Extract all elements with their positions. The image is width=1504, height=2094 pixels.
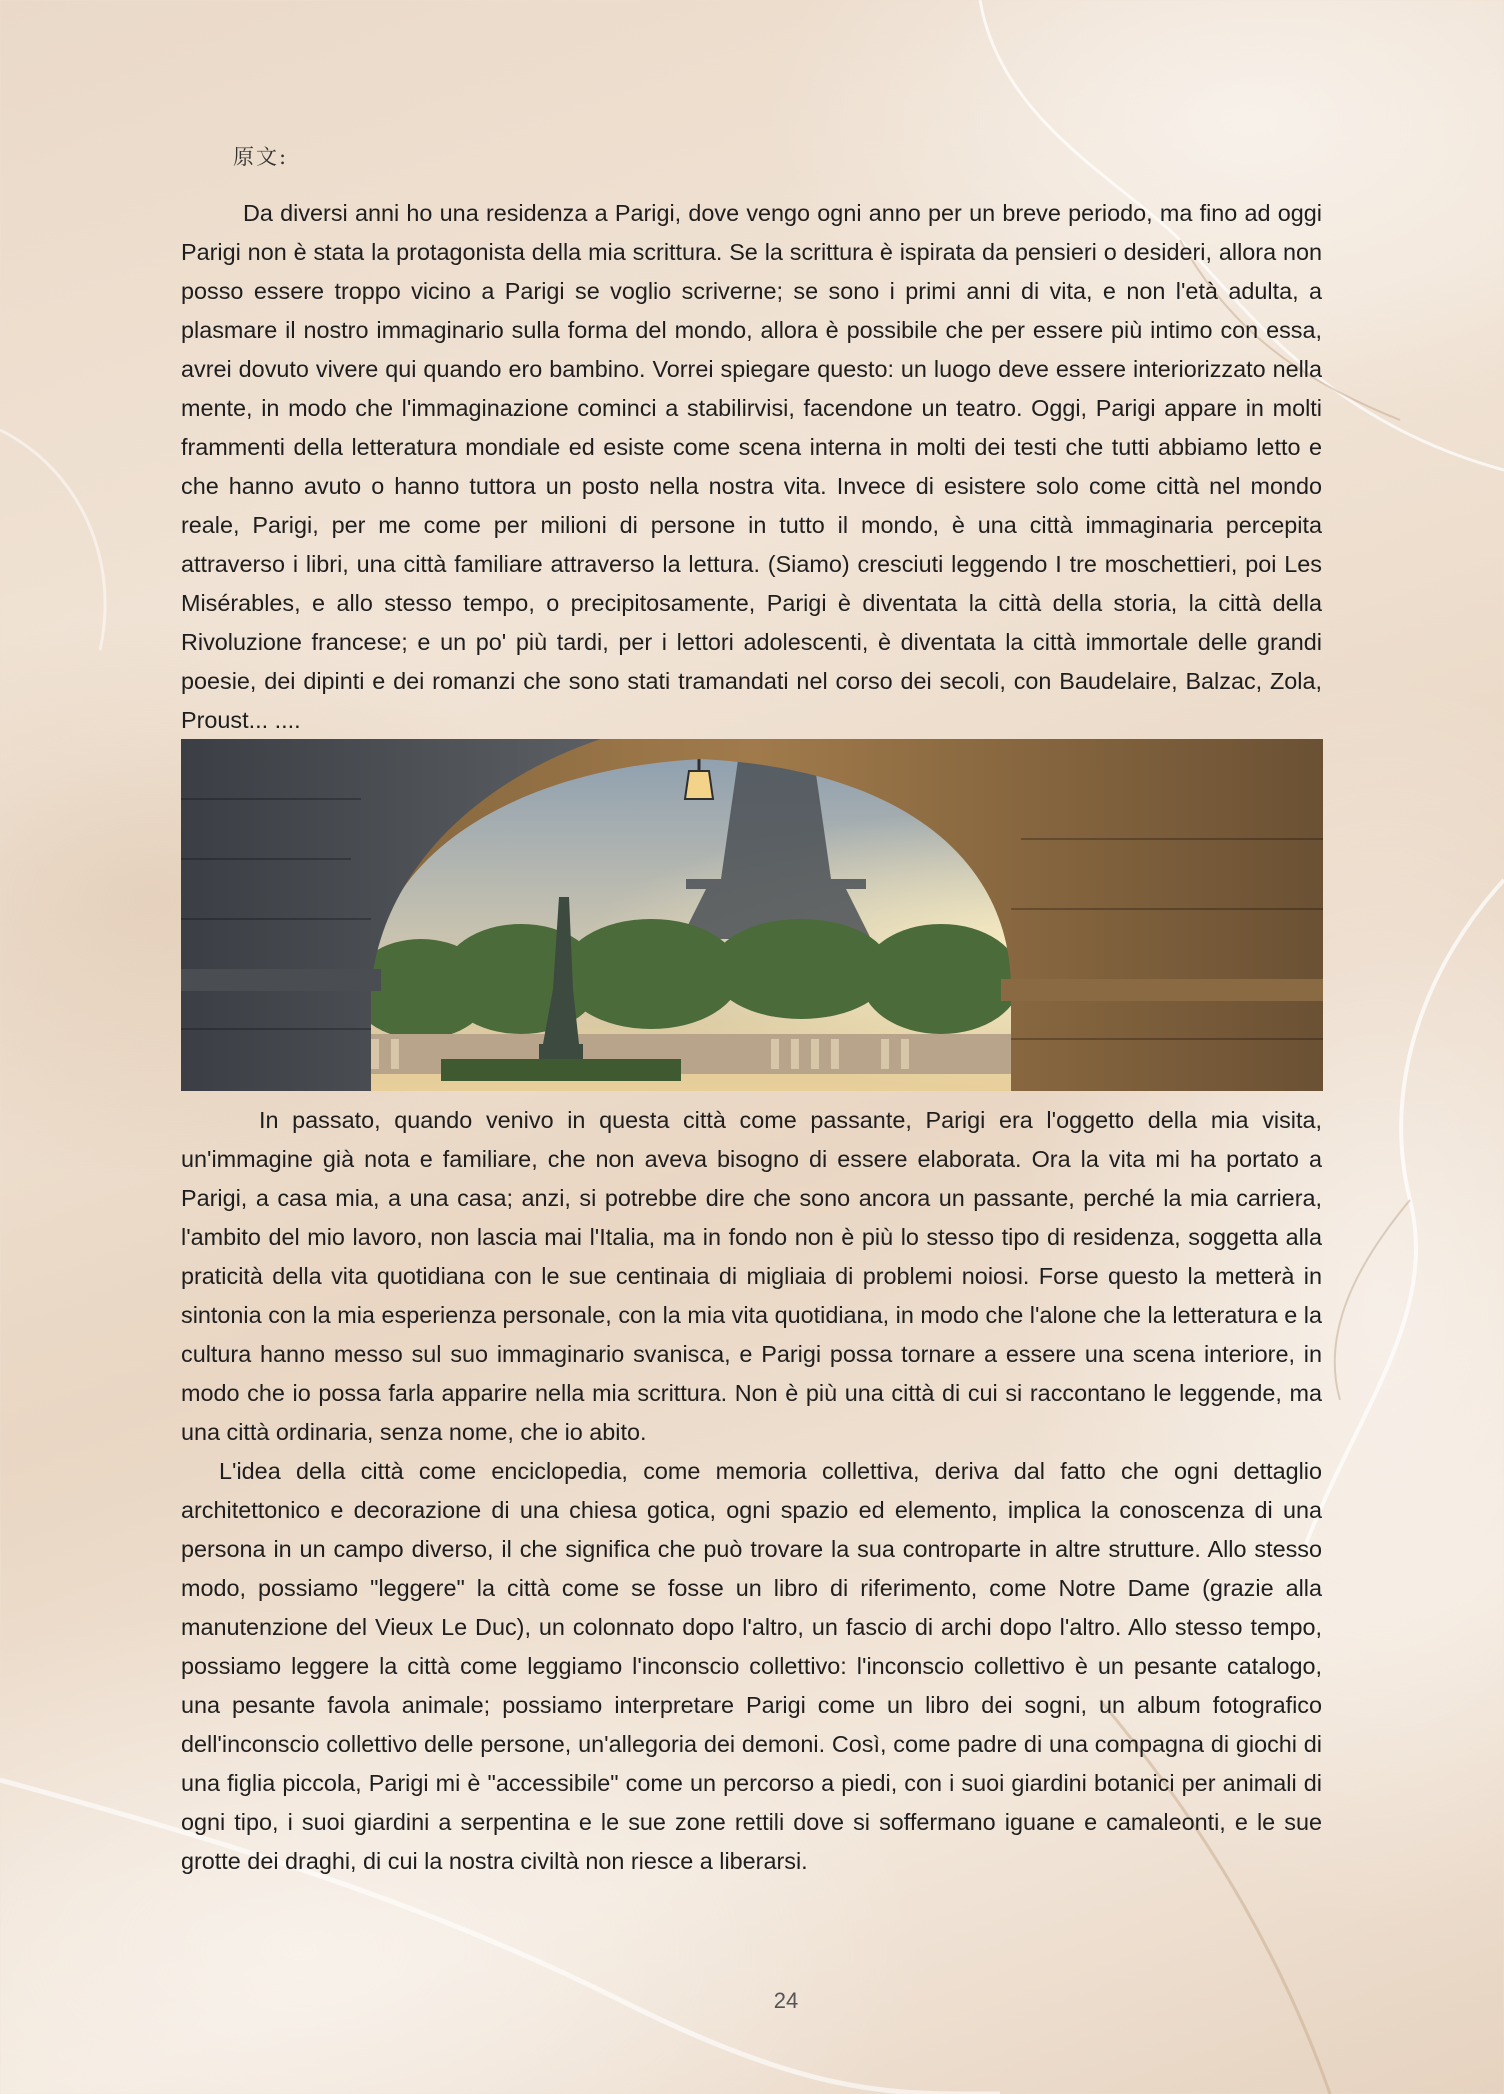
section-label: 原文: xyxy=(233,145,289,169)
paragraph-1: Da diversi anni ho una residenza a Parigi, dove vengo ogni anno per un breve periodo, ma fino ad oggi Parigi non è stata la protagonista della mia scrittura. Se la scrittura è ispirata da pensieri o desideri, allora non posso essere troppo vicino a Parigi se voglio scriverne; se sono i primi anni di vita, e non l'età adulta, a plasmare il nostro immaginario sulla forma del mondo, allora è possibile che per essere più intimo con essa, avrei dovuto vivere qui quando ero bambino. Vorrei spiegare questo: un luogo deve essere interiorizzato nella mente, in modo che l'immaginazione cominci a stabilirvisi, facendone un teatro. Oggi, Parigi appare in molti frammenti della letteratura mondiale ed esiste come scena interna in molti dei testi che tutti abbiamo letto e che hanno avuto o hanno tuttora un posto nella nostra vita. Invece di esistere solo come città nel mondo reale, Parigi, per me come per milioni di persone in tutto il mondo, è una città immaginaria percepita attraverso i libri, una città familiare attraverso la lettura. (Siamo) cresciuti leggendo I tre moschettieri, poi Les Misérables, e allo stesso tempo, o precipitosamente, Parigi è diventata la città della storia, la città della Rivoluzione francese; e un po' più tardi, per i lettori adolescenti, è diventata la città immortale delle grandi poesie, dei dipinti e dei romanzi che sono stati tramandati nel corso dei secoli, con Baudelaire, Balzac, Zola, Proust... .... xyxy=(181,200,1322,733)
page-number: 24 xyxy=(773,1988,799,2013)
eiffel-tower-arch-photo xyxy=(181,739,1323,1091)
paragraph-3: L'idea della città come enciclopedia, come memoria collettiva, deriva dal fatto che ogni dettaglio architettonico e decorazione di una chiesa gotica, ogni spazio ed elemento, implica la conoscenza di una persona in un campo diverso, il che significa che può trovare la sua controparte in altre strutture. Allo stesso modo, possiamo "leggere" la città come se fosse un libro di riferimento, come Notre Dame (grazie alla manutenzione del Vieux Le Duc), un colonnato dopo l'altro, un fascio di archi dopo l'altro. Allo stesso tempo, possiamo leggere la città come leggiamo l'inconscio collettivo: l'inconscio collettivo è un pesante catalogo, una pesante favola animale; possiamo interpretare Parigi come un libro dei sogni, un album fotografico dell'inconscio collettivo delle persone, un'allegoria dei demoni. Così, come padre di una compagna di giochi di una figlia piccola, Parigi mi è "accessibile" come un percorso a piedi, con i suoi giardini botanici per animali di ogni tipo, i suoi giardini a serpentina e le sue zone rettili dove si soffermano iguane e camaleonti, e le sue grotte dei draghi, di cui la nostra civiltà non riesce a liberarsi. xyxy=(181,1458,1322,1874)
paragraph-2: In passato, quando venivo in questa città come passante, Parigi era l'oggetto della mia visita, un'immagine già nota e familiare, che non aveva bisogno di essere elaborata. Ora la vita mi ha portato a Parigi, a casa mia, a una casa; anzi, si potrebbe dire che sono ancora un passante, perché la mia carriera, l'ambito del mio lavoro, non lascia mai l'Italia, ma in fondo non è più lo stesso tipo di residenza, soggetta alla praticità della vita quotidiana con le sue centinaia di migliaia di problemi noiosi. Forse questo la metterà in sintonia con la mia esperienza personale, con la mia vita quotidiana, in modo che l'alone che la letteratura e la cultura hanno messo sul suo immaginario svanisca, e Parigi possa tornare a essere una scena interiore, in modo che io possa farla apparire nella mia scrittura. Non è più una città di cui si raccontano le leggende, ma una città ordinaria, senza nome, che io abito. xyxy=(181,1107,1322,1445)
